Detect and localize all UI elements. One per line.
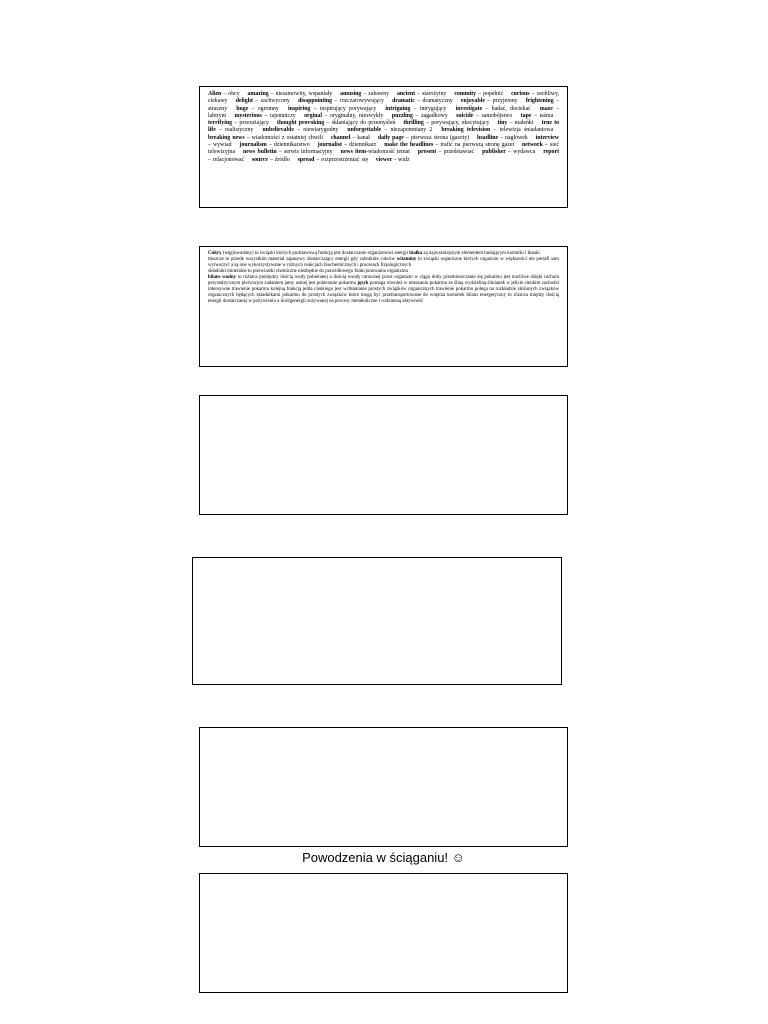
vocab-word: unbelievable [262,127,294,134]
vocab-meaning: zachwycony [260,98,290,105]
vocab-entry: huge – ogromny [236,105,279,112]
bio-definition: to związki organiczne których organizm w większości nie potrafi sam wytworzyć a są one wykorzystywane w różnych reakcjach biochemicznych i procesach fizjologicznych [208,257,559,269]
vocab-word: report [543,149,560,156]
vocab-meaning: skłaniający do przemyśleń [331,120,396,127]
vocab-meaning: taśma [539,112,554,119]
vocab-word: maze [539,105,553,112]
vocab-word: network [522,142,543,149]
vocab-word: delight [235,98,253,105]
vocab-word: make the headlines [384,142,434,149]
biology-notes-text [208,251,559,305]
vocab-meaning: dramatyczny [422,98,453,105]
vocab-word: huge [236,105,249,112]
vocab-word: puzzling [391,112,413,119]
vocab-meaning: wiadomość temat [368,149,410,156]
vocab-entry: spread – rozprzestrzeniać się [297,156,368,163]
vocab-meaning: wiadomości z ostatniej chwili [251,134,323,141]
bio-segment [208,257,397,262]
vocab-word: journalism [239,142,267,149]
vocab-word: publisher [482,149,506,156]
bio-segment [208,251,409,256]
vocab-meaning: zabawny [368,91,390,97]
vocab-entry: present – przedstawiać [417,149,475,156]
vocab-meaning: relacjonować [212,156,245,163]
vocab-meaning: sieć telewizyjna [208,142,560,156]
vocab-word: inspiring [287,105,311,112]
vocab-entry: source – źródło [251,156,290,163]
biology-notes-box [199,246,568,367]
vocab-word: channel [330,134,351,141]
vocab-meaning: przyjemny [492,98,518,105]
vocab-entry: publisher – wydawca [482,149,536,156]
vocab-word: amazing [247,91,269,97]
vocab-word: journalist [317,142,342,149]
vocab-entry: investigate – badać, dociekać [455,105,531,112]
vocab-entry: intriguing – intrygujący [385,105,447,112]
vocab-meaning: kanał [357,134,370,141]
vocab-meaning: inspirujący porywający [319,105,377,112]
bio-term: bilans wodny [208,275,237,281]
vocab-word: headline [476,134,499,141]
vocab-word: mysterious [234,112,262,119]
vocab-word: commity [454,91,477,97]
vocab-meaning: pierwsza strona (gazety) [410,134,470,141]
vocab-entry: amazing – niesamowity, wspaniały [247,91,333,97]
vocab-entry: headline – nagłówek [476,134,528,141]
vocab-entry: breaking news – wiadomości z ostatniej chwili [208,134,323,141]
vocab-entry: thrilling – porywający, ekscytujący [403,120,490,127]
empty-box-2 [192,557,562,685]
vocab-word: curious [511,91,530,97]
vocab-word: news item [340,149,367,156]
vocab-meaning: osobliwy, ciekawy [208,91,560,105]
bio-definition: (węglowodany) to związki których podstawową funkcją jest dostarczanie organizmowi energii [221,251,410,256]
bio-term: białka [409,251,423,256]
vocab-meaning: trafić na pierwszą stronę gazet [440,142,515,149]
bio-term: witaminy [396,257,417,263]
vocab-word: ancient [396,91,416,97]
vocab-word: present [417,149,437,156]
bio-definition: pomaga również w mieszaniu pokarmu ze śliną wydzieliną ślinianek w jelicie cienkim zachodzi intensywne trawienie pokarmu kolejną funkcją jelita cienkiego jest wchłanianie prostych związków organicznych trawienie pokarmu polega na rozkładzie złożonych związków organicznych będących składnikami pokarmu do prostych związków które mogą być przetransportowane do wnętrza komórek bilans energetyczny to różnica między ilością energii dostarczanej w pożywieniu a ilośćgenergii zużywanej na procesy metaboliczne i codzienną aktywność [208,281,559,305]
vocab-entry: unbelievable – niewiarygodny [262,127,339,134]
vocab-entry: maze – labirynt [208,105,560,119]
vocab-meaning: tajemniczy [270,112,296,119]
vocab-word: terrifying [208,120,233,127]
vocab-word: viewer [375,156,393,163]
vocab-meaning: popełnić [483,91,504,97]
vocab-word: Alien [208,91,222,97]
vocab-word: thrilling [403,120,424,127]
vocab-word: news bulletin [242,149,277,156]
empty-box-3 [199,727,568,847]
vocab-meaning: zagadkowy [421,112,448,119]
vocab-meaning: rozprzestrzeniać się [321,156,368,163]
vocab-word: disappointing [298,98,333,105]
vocab-entry: true to life – realistyczny [208,120,560,134]
empty-box-1 [199,395,568,515]
bio-segment [208,269,408,274]
vocab-entry: frightening – straszny [208,98,560,112]
bio-definition: składniki mineralne to pierwiastki chemiczne niezbędne do prawidłowego funkcjonowania organizmu [208,269,408,275]
vocab-entry: report – relacjonować [208,149,560,163]
vocab-word: tiny [497,120,508,127]
vocab-meaning: ogromny [257,105,279,112]
vocab-entry: curious – osobliwy, ciekawy [208,91,560,105]
vocab-meaning: przerażający [239,120,269,127]
vocab-meaning: niewiarygodny [303,127,339,134]
vocab-entry: tape – taśma [520,112,554,119]
bio-term: Cukry [208,251,222,256]
vocab-entry: journalist – dziennikarz [317,142,377,149]
vocab-entry: amusing – zabawny [340,91,390,97]
empty-box-4 [199,873,568,993]
vocab-meaning: realistyczny [225,127,254,134]
vocab-meaning: widz [398,156,410,163]
vocab-word: source [251,156,268,163]
vocab-entry: interview – wywiad [208,134,559,149]
vocab-meaning: niezapomniany 2 [390,127,433,134]
vocab-entry: thought provoking – skłaniający do przemyśleń [277,120,396,127]
vocab-entry: dramatic – dramatyczny [392,98,453,105]
vocab-word: enjoyable [460,98,485,105]
vocab-word: spread [297,156,315,163]
vocab-entry: journalism – dziennikarstwo [239,142,310,149]
vocab-word: daily page [377,134,404,141]
good-luck-caption: Powodzenia w ściąganiu! ☺ [302,850,465,865]
vocab-entry: orginal – oryginalny, niezwykły [304,112,384,119]
vocab-meaning: starożytny [422,91,447,97]
vocab-word: breaking television [441,127,491,134]
vocab-meaning: źródło [274,156,290,163]
vocab-entry: breaking television – telewizja śniadaniowa [441,127,554,134]
vocab-entry: network – sieć telewizyjna [208,142,560,156]
vocab-meaning: samobójstwo [481,112,513,119]
vocab-meaning: serwis informacyjny [283,149,333,156]
vocab-meaning: telewizja śniadaniowa [499,127,554,134]
vocab-entry: inspiring – inspirujący porywający [287,105,377,112]
vocab-meaning: badać, dociekać [491,105,531,112]
vocab-word: true to life [208,120,560,134]
vocab-entry: unforgettable – niezapomniany 2 [347,127,433,134]
vocab-word: frightening [525,98,554,105]
vocab-word: amusing [340,91,362,97]
vocab-meaning: obcy [228,91,240,97]
vocab-entry: disappointing – rozczarowywujący [298,98,384,105]
vocab-meaning: wydawca [513,149,536,156]
vocab-meaning: nagłówek [505,134,528,141]
vocab-meaning: wywiad [213,142,232,149]
vocab-word: tape [520,112,532,119]
vocab-word: intriguing [385,105,411,112]
vocab-word: interview [535,134,559,141]
vocab-entry: commity – popełnić [454,91,504,97]
vocab-word: orginal [304,112,322,119]
vocab-meaning: labirynt [208,112,227,119]
vocab-entry: viewer - widz [375,156,410,163]
vocab-entry: ancient – starożytny [396,91,447,97]
vocab-entry: daily page – pierwsza strona (gazety) [377,134,470,141]
vocab-meaning: dziennikarz [349,142,377,149]
vocab-entry: news item-wiadomość temat [340,149,410,156]
vocabulary-box [199,86,568,208]
vocab-entry: tiny – maleńki [497,120,534,127]
vocab-meaning: dziennikarstwo [273,142,310,149]
vocab-entry: enjoyable – przyjemny [460,98,518,105]
vocab-meaning: przedstawiać [443,149,475,156]
vocab-word: investigate [455,105,483,112]
bio-definition: tłuszcze to przede wszystkim materiał zapasowy dostarczający energii gdy zabraknie cukrów [208,257,397,263]
vocab-word: suicide [456,112,474,119]
bio-term: język [357,281,369,287]
vocab-entry: make the headlines – trafić na pierwszą stronę gazet [384,142,515,149]
vocab-entry: suicide – samobójstwo [456,112,513,119]
vocab-entry: Alien – obcy [208,91,240,97]
bio-segment [409,251,540,256]
vocab-meaning: oryginalny, niezwykły [330,112,384,119]
vocab-word: thought provoking [277,120,325,127]
vocab-meaning: niesamowity, wspaniały [275,91,333,97]
vocab-entry: terrifying – przerażający [208,120,269,127]
vocab-word: dramatic [392,98,415,105]
vocab-entry: channel – kanał [330,134,370,141]
vocab-word: unforgettable [347,127,382,134]
vocab-meaning: rozczarowywujący [339,98,384,105]
vocab-meaning: intrygujący [419,105,447,112]
vocab-entry: delight – zachwycony [235,98,290,105]
bio-definition: są najważniejszym elementem budującym komórki i tkanki [422,251,540,256]
vocab-entry: news bulletin – serwis informacyjny [242,149,333,156]
vocab-meaning: maleńki [514,120,534,127]
vocab-entry: mysterious – tajemniczy [234,112,296,119]
bio-definition: to różnica pomiędzy ilością wody pobieranej a ilością wsody utraconej przez organizm w ciągu doby przemieszczanie się pokarmu jest możliwe dzięki ruchom perystaltycznym pierwszym zadaniem jamy ustnej jest pobieranie pokarmu [208,275,559,287]
vocab-word: breaking news [208,134,245,141]
vocabulary-text [208,91,559,164]
vocab-entry: puzzling – zagadkowy [391,112,448,119]
vocab-meaning: straszny [208,105,228,112]
vocab-meaning: porywający, ekscytujący [431,120,490,127]
